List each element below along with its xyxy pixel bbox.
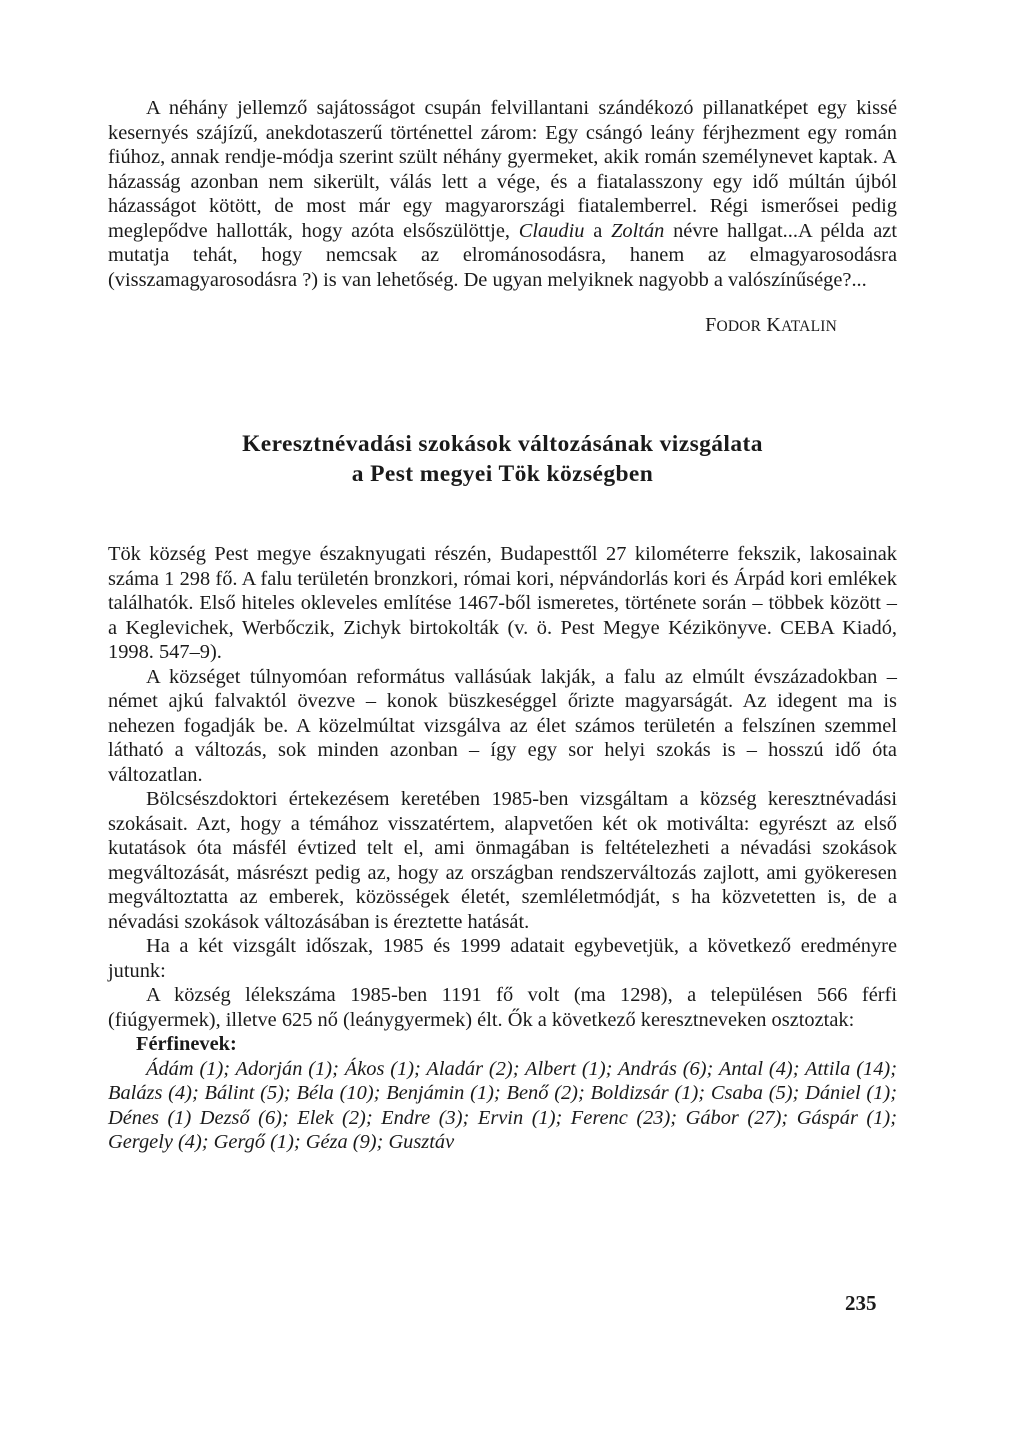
- article-paragraph-3: Bölcsészdoktori értekezésem keretében 1985-ben vizsgáltam a község keresztnévadási szokásait. Azt, hogy a témához visszatértem, alapvetően két ok motiválta: egyrészt az első kutatások óta másfél évtized telt el, ami önmagában is feltételezheti a névadási szokások megváltozását, másrészt pedig az, hogy az országban rendszerváltozás zajlott, ami gyökeresen megváltoztatta az emberek, közösségek életét, szemléletmódját, s ha közvetetten is, de a névadási szokások változásában is éreztette hatását.: [108, 788, 897, 933]
- intro-connector: a: [584, 219, 612, 242]
- article-paragraph-1: Tök község Pest megye északnyugati részén, Budapesttől 27 kilométerre fekszik, lakosainak száma 1 298 fő. A falu területén bronzkori, római kori, népvándorlás kori és Árpád kori emlékek találhatók. Első hiteles okleveles említése 1467-ből ismeretes, története során – többek között – a Keglevichek, Werbőczik, Zichyk birtokolták (v. ö. Pest Megye Kézikönyve. CEBA Kiadó, 1998. 547–9).: [108, 543, 897, 663]
- article-paragraph-2: A községet túlnyomóan református vallásúak lakják, a falu az elmúlt évszázadokban – német ajkú falvaktól övezve – konok büszkeséggel őrizte magyarságát. Az idegent ma is nehezen fogadják be. A közelmúltat vizsgálva az élet számos területén a felszínen szemmel látható a változás, sok minden azonban – így egy sor helyi szokás is – hosszú idő óta változatlan.: [108, 665, 897, 786]
- signature-last-initial: K: [766, 314, 782, 336]
- male-names-heading: Férfinevek:: [136, 1033, 237, 1055]
- intro-text-start: A néhány jellemző sajátosságot csupán felvillantani szándékozó pillanatképet egy kissé kesernyés szájízű, anekdotaszerű történettel zárom: Egy csángó leány férjhezment egy román fiúhoz, annak rendje-módja szerint szült néhány gyermeket, akik román személynevet kaptak. A házasság azonban nem sikerült, válás lett a vége, és a fiatalasszony egy idő múltán újból házasságot kötött, de most már egy magyarországi fiatalemberrel. Régi ismerősei pedig meglepődve hallották, hogy azóta elsőszülöttje,: [108, 97, 897, 242]
- article-title: [108, 429, 897, 489]
- name-claudiu: Claudiu: [518, 219, 585, 242]
- article-paragraph-5: A község lélekszáma 1985-ben 1191 fő volt (ma 1298), a településen 566 férfi (fiúgyermek), illetve 625 nő (leánygyermek) élt. Ők a következő keresztneveken osztoztak:: [108, 984, 897, 1031]
- author-signature: [108, 314, 897, 337]
- male-names-list: Ádám (1); Adorján (1); Ákos (1); Aladár (2); Albert (1); András (6); Antal (4); Attila (14); Balázs (4); Bálint (5); Béla (10); Benjámin (1); Benő (2); Boldizsár (1); Csaba (5); Dániel (1); Dénes (1) Dezső (6); Elek (2); Endre (3); Ervin (1); Ferenc (23); Gábor (27); Gáspár (1); Gergely (4); Gergő (1); Géza (9); Gusztáv: [108, 1057, 897, 1153]
- signature-first-rest: ODOR: [716, 318, 762, 335]
- page-body: [108, 96, 897, 1155]
- article-body: [108, 542, 897, 1155]
- article-title-line-1: Keresztnévadási szokások változásának vizsgálata: [242, 431, 763, 457]
- intro-paragraph: [108, 96, 897, 292]
- page-number: 235: [845, 1291, 877, 1315]
- article-title-line-2: a Pest megyei Tök községben: [351, 461, 654, 487]
- signature-first-initial: F: [705, 314, 717, 336]
- name-zoltan: Zoltán: [611, 219, 665, 242]
- signature-last-rest: ATALIN: [781, 318, 837, 335]
- intro-text-end: névre hallgat...A példa azt mutatja tehát, hogy nemcsak az elrománosodásra, hanem az elmagyarosodásra (visszamagyarosodásra ?) is van lehetőség. De ugyan melyiknek nagyobb a valószínűsége?...: [108, 219, 897, 291]
- article-paragraph-4: Ha a két vizsgált időszak, 1985 és 1999 adatait egybevetjük, a következő eredményre jutunk:: [108, 935, 897, 982]
